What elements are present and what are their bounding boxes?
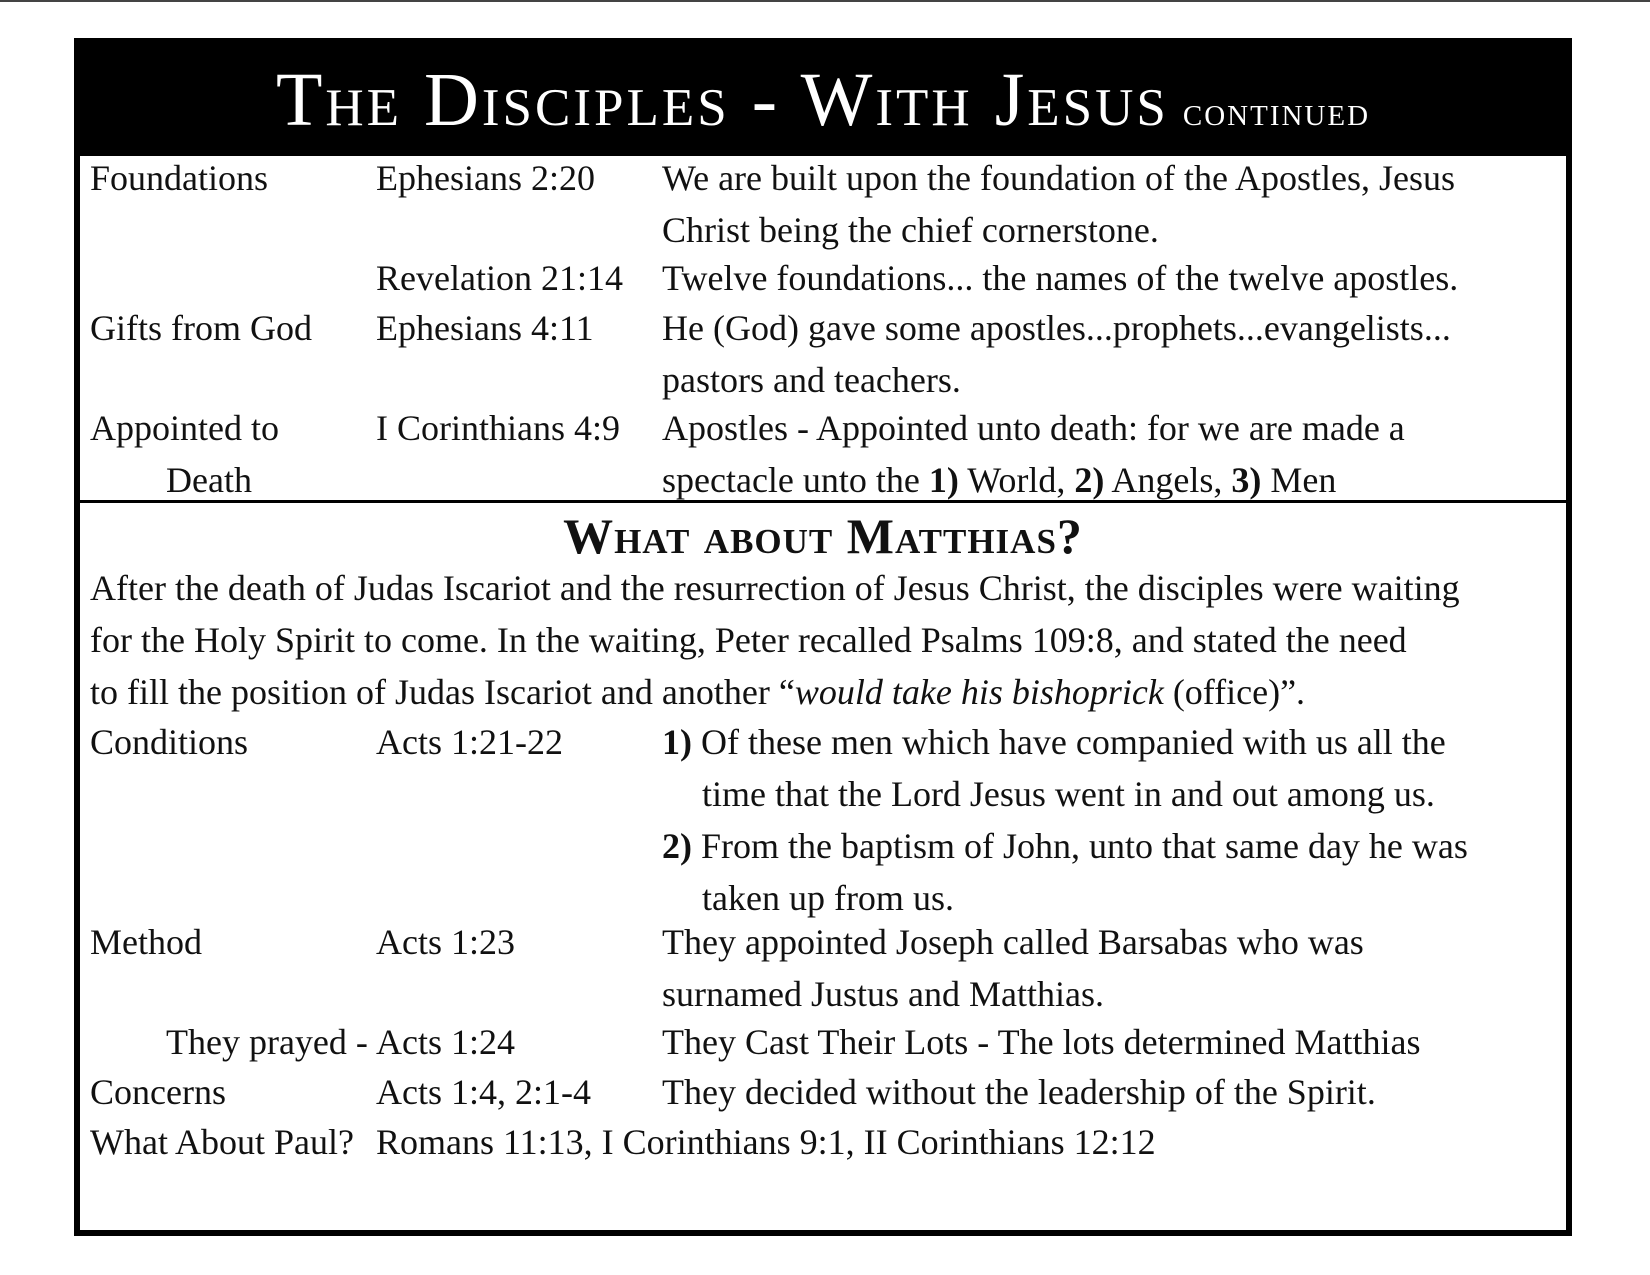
row-reference: Ephesians 4:11 — [376, 308, 594, 348]
row-text-line — [662, 454, 1502, 506]
row-text — [662, 1016, 1502, 1068]
paragraph-line: After the death of Judas Iscariot and the resurrection of Jesus Christ, the disciples were waiting — [90, 568, 1460, 608]
row-reference: Acts 1:21-22 — [376, 722, 563, 762]
row-text-line: They appointed Joseph called Barsabas who was — [662, 922, 1364, 962]
row-label: Conditions — [90, 722, 249, 762]
list-number: 2) — [662, 826, 692, 866]
row-text-line: surnamed Justus and Matthias. — [662, 974, 1104, 1014]
row-reference: Acts 1:24 — [376, 1022, 515, 1062]
paragraph-line — [90, 666, 1560, 718]
page-subtitle: continued — [1182, 89, 1371, 135]
row-reference: Romans 11:13, I Corinthians 9:1, II Corinthians 12:12 — [376, 1122, 1156, 1162]
italic-quote: would take his bishoprick — [794, 672, 1164, 712]
row-label — [90, 402, 279, 506]
row-label: Foundations — [90, 158, 269, 198]
row-text — [662, 252, 1502, 304]
section-paragraph — [90, 562, 1560, 718]
row-text-line: They Cast Their Lots - The lots determined Matthias — [662, 1022, 1421, 1062]
paragraph-line: for the Holy Spirit to come. In the waiting, Peter recalled Psalms 109:8, and stated the need — [90, 620, 1407, 660]
text-fragment: World, — [958, 460, 1075, 500]
row-text-line: He (God) gave some apostles...prophets...evangelists... — [662, 308, 1451, 348]
row-label-line: Death — [166, 460, 252, 500]
row-text-line: They decided without the leadership of the Spirit. — [662, 1072, 1376, 1112]
row-text-line: pastors and teachers. — [662, 360, 961, 400]
text-fragment: Of these men which have companied with us all the — [692, 722, 1446, 762]
row-label: They prayed - — [166, 1022, 368, 1062]
list-item-line: taken up from us. — [702, 878, 954, 918]
top-rule — [0, 0, 1650, 2]
row-reference: Acts 1:23 — [376, 922, 515, 962]
list-number: 1) — [662, 722, 692, 762]
section-divider — [80, 500, 1566, 503]
text-fragment: to fill the position of Judas Iscariot and another “ — [90, 672, 795, 712]
row-text-line: Apostles - Appointed unto death: for we are made a — [662, 408, 1405, 448]
row-text-line: Christ being the chief cornerstone. — [662, 210, 1159, 250]
row-reference: I Corinthians 4:9 — [376, 408, 620, 448]
row-label: Method — [90, 922, 202, 962]
list-number: 1) — [928, 460, 959, 500]
row-text-line: We are built upon the foundation of the Apostles, Jesus — [662, 158, 1455, 198]
row-label-line: Appointed to — [90, 408, 279, 448]
row-text — [662, 716, 1502, 924]
list-item-line — [662, 820, 1502, 872]
row-reference: Acts 1:4, 2:1-4 — [376, 1072, 591, 1112]
row-reference: Revelation 21:14 — [376, 258, 623, 298]
text-fragment: spectacle unto the — [662, 460, 929, 500]
list-number: 3) — [1231, 460, 1262, 500]
row-label: What About Paul? — [90, 1122, 354, 1162]
row-label: Concerns — [90, 1072, 226, 1112]
row-text — [662, 302, 1502, 406]
document-frame — [74, 38, 1572, 1236]
section-heading: What about Matthias? — [563, 508, 1083, 564]
text-fragment: (office)”. — [1163, 672, 1306, 712]
list-item-line: time that the Lord Jesus went in and out among us. — [702, 774, 1435, 814]
list-number: 2) — [1074, 460, 1105, 500]
row-text — [662, 916, 1502, 1020]
row-reference: Ephesians 2:20 — [376, 158, 595, 198]
row-text — [662, 402, 1502, 506]
list-item-line — [662, 716, 1502, 768]
text-fragment: Angels, — [1104, 460, 1232, 500]
text-fragment: Men — [1261, 460, 1337, 500]
page-title: The Disciples - With Jesus — [275, 58, 1169, 142]
title-bar — [80, 44, 1566, 156]
text-fragment: From the baptism of John, unto that same day he was — [692, 826, 1468, 866]
row-text-line: Twelve foundations... the names of the twelve apostles. — [662, 258, 1459, 298]
row-text — [662, 152, 1502, 256]
row-label: Gifts from God — [90, 308, 312, 348]
row-text — [662, 1066, 1502, 1118]
